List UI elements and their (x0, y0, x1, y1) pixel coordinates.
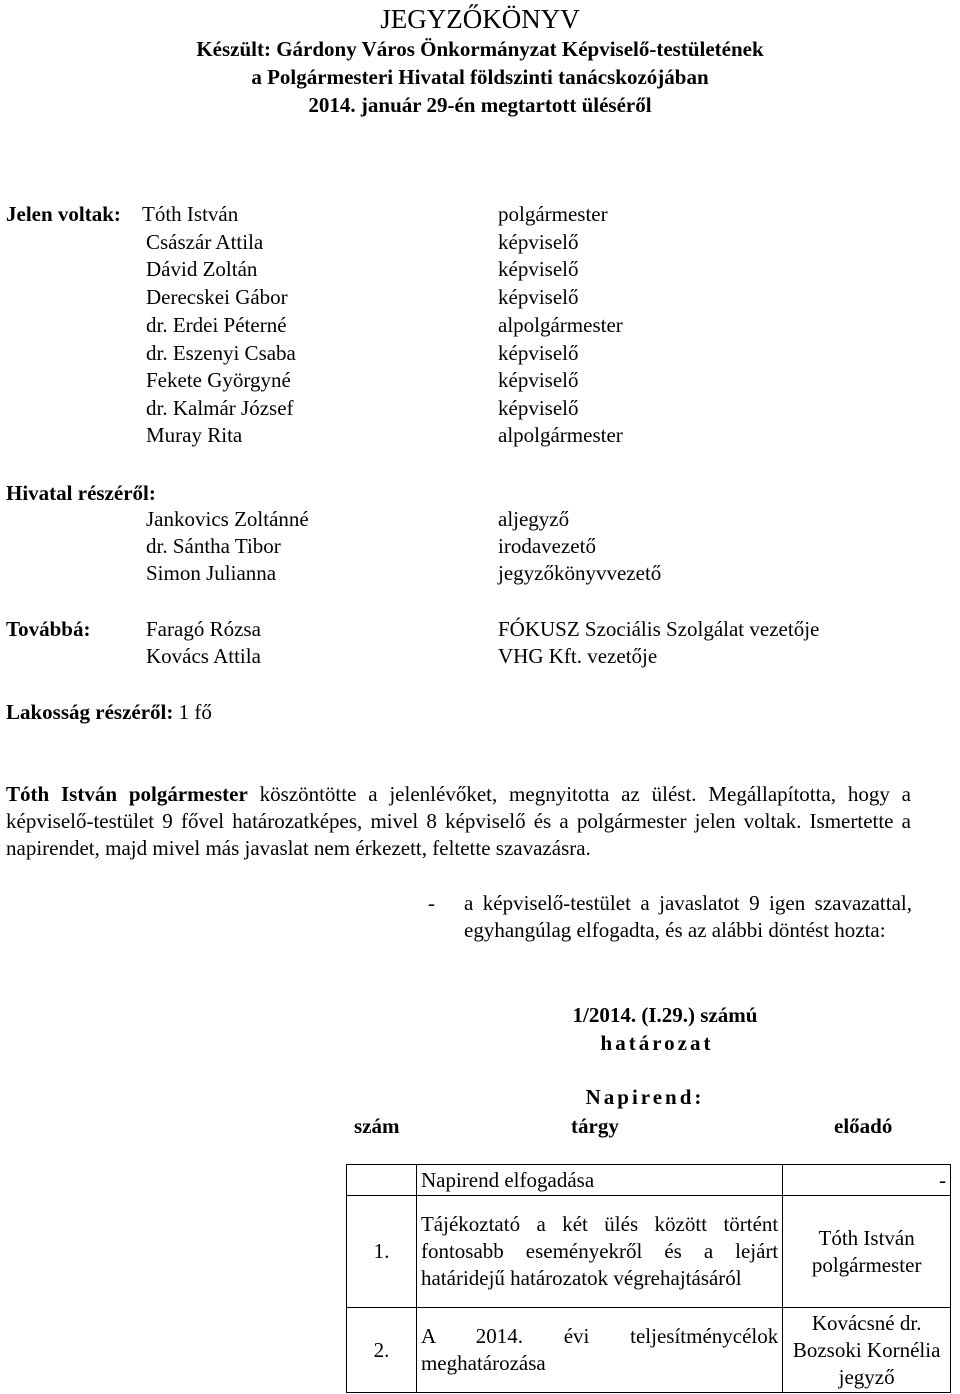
office-role: jegyzőkönyvvezető (498, 561, 662, 585)
document-title: JEGYZŐKÖNYV (380, 4, 580, 34)
public-attendance (6, 698, 212, 726)
office-role: irodavezető (498, 534, 596, 558)
member-role: képviselő (498, 396, 579, 420)
public-label: Lakosság részéről: (6, 700, 174, 724)
table-row (347, 1165, 951, 1196)
member-name: Tóth István (142, 202, 239, 226)
member-role: képviselő (498, 230, 579, 254)
header-line-2: a Polgármesteri Hivatal földszinti tanácskozójában (251, 65, 709, 89)
agenda-num (347, 1165, 417, 1196)
agenda-title: Napirend: (585, 1085, 705, 1109)
also-name: Kovács Attila (146, 644, 261, 668)
member-role: polgármester (498, 202, 608, 226)
member-name: Fekete Györgyné (146, 368, 291, 392)
agenda-subject: Napirend elfogadása (416, 1165, 782, 1196)
member-role: képviselő (498, 368, 579, 392)
agenda-presenter: Tóth István polgármester (783, 1196, 951, 1308)
agenda-presenter: - (783, 1165, 951, 1196)
public-value: 1 fő (178, 700, 212, 724)
also-label: Továbbá: (6, 617, 91, 641)
member-name: Császár Attila (146, 230, 264, 254)
agenda-num: 2. (347, 1308, 417, 1393)
agenda-num: 1. (347, 1196, 417, 1308)
member-role: képviselő (498, 257, 579, 281)
agenda-subject: A 2014. évi teljesítménycélok meghatározása (416, 1308, 782, 1393)
table-row (347, 1308, 951, 1393)
member-role: alpolgármester (498, 423, 623, 447)
member-name: Dávid Zoltán (146, 257, 258, 281)
agenda-subject: Tájékoztató a két ülés között történt fontosabb eseményekről és a lejárt határidejű határozatok végrehajtásáról (416, 1196, 782, 1308)
header-line-3: 2014. január 29-én megtartott üléséről (308, 93, 652, 117)
member-name: dr. Erdei Péterné (146, 313, 287, 337)
present-label: Jelen voltak: (6, 202, 121, 226)
office-name: Jankovics Zoltánné (146, 507, 309, 531)
resolution-title: határozat (600, 1031, 714, 1055)
member-role: alpolgármester (498, 313, 623, 337)
vote-text: a képviselő-testület a javaslatot 9 igen szavazattal, egyhangúlag elfogadta, és az alábbi döntést hozta: (464, 891, 912, 942)
office-name: Simon Julianna (146, 561, 277, 585)
resolution-number: 1/2014. (I.29.) számú (572, 1003, 758, 1027)
opening-paragraph (6, 781, 911, 862)
agenda-col-num: szám (354, 1114, 400, 1138)
office-label: Hivatal részéről: (6, 481, 156, 505)
also-role: FÓKUSZ Szociális Szolgálat vezetője (498, 617, 820, 641)
member-name: dr. Eszenyi Csaba (146, 341, 296, 365)
member-role: képviselő (498, 341, 579, 365)
header-line-1: Készült: Gárdony Város Önkormányzat Képviselő-testületének (196, 37, 764, 61)
also-name: Faragó Rózsa (146, 617, 261, 641)
also-role: VHG Kft. vezetője (498, 644, 658, 668)
office-role: aljegyző (498, 507, 570, 531)
opening-speaker: Tóth István polgármester (6, 782, 248, 806)
vote-dash: - (428, 891, 435, 915)
member-role: képviselő (498, 285, 579, 309)
member-name: Muray Rita (146, 423, 243, 447)
office-name: dr. Sántha Tibor (146, 534, 281, 558)
agenda-presenter: Kovácsné dr. Bozsoki Kornélia jegyző (783, 1308, 951, 1393)
table-row (347, 1196, 951, 1308)
agenda-table (346, 1164, 951, 1393)
member-name: dr. Kalmár József (146, 396, 294, 420)
opening-text: köszöntötte a jelenlévőket, megnyitotta az ülést. Megállapította, hogy a képviselő-testület 9 fővel határozatképes, mivel 8 képviselő és a polgármester jelen voltak. Ismertette a napirendet, majd mivel más javaslat nem érkezett, feltette szavazásra. (6, 782, 911, 860)
agenda-col-presenter: előadó (834, 1114, 893, 1138)
vote-statement (428, 890, 912, 972)
member-name: Derecskei Gábor (146, 285, 288, 309)
agenda-col-subject: tárgy (571, 1114, 619, 1138)
